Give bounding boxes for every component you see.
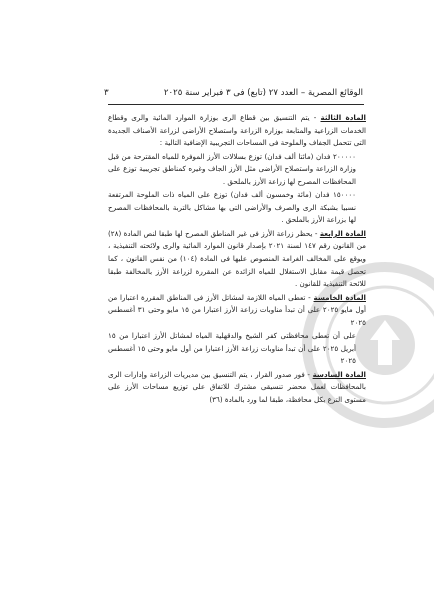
page-header [104, 88, 363, 99]
article-heading: المادة الرابعة [319, 228, 366, 238]
article-heading: المادة الخامسة [313, 292, 366, 302]
list-paragraph [108, 151, 366, 189]
article-paragraph [108, 112, 366, 150]
header-rule [108, 104, 364, 105]
page-number: ٣ [104, 88, 109, 98]
article-paragraph [108, 369, 366, 407]
article-text: - يتم التنسيق بين قطاع الرى بوزارة الموارد المائية والرى وقطاع الخدمات الزراعية والمتابعة بوزارة الزراعة واستصلاح الأراضى لزراعة الأصناف الجديدة التى تتحمل الجفاف والملوحة فى المساحات التجريبية الإضافية التالية : [108, 113, 366, 148]
article-heading: المادة السادسة [312, 369, 366, 379]
article-paragraph [108, 228, 366, 291]
article-text: - تعطى المياه اللازمة لمشاتل الأرز فى المناطق المقررة اعتبارا من أول مايو ٢٠٢٥ على أن تبدأ مناوبات زراعة الأرز اعتبارا من ١٥ مايو وحتى ٣١ أغسطس ٢٠٢٥ [108, 292, 366, 327]
list-paragraph [108, 189, 366, 227]
article-paragraph [108, 292, 366, 330]
article-text: - فور صدور القرار ، يتم التنسيق بين مديريات الزراعة وإدارات الرى بالمحافظات لعمل محضر تنسيقى مشترك للاتفاق على توزيع مساحات الأرز على مستوى الترع بكل محافظة، طبقا لما ورد بالمادة (٣٦) [108, 369, 366, 405]
article-text: - يحظر زراعة الأرز فى غير المناطق المصرح لها طبقا لنص المادة (٢٨) من القانون رقم ١٤٧ لسنة ٢٠٢١ بإصدار قانون الموارد المائية والرى ولائحته التنفيذية ، ويوقع على المخالف الغرامة المنصوص عليها فى المادة (١٠٤) من نفس القانون ، كما تحصل قيمة مقابل الاستغلال للمياه الزائدة عن المقررة لزراعة الأرز بالمخالفة طبقا للائحة التنفيذية للقانون . [108, 228, 366, 289]
list-paragraph [108, 330, 366, 368]
document-body [108, 112, 366, 407]
paragraph-text: على أن تعطى محافظتى كفر الشيخ والدقهلية المياه لمشاتل الأرز اعتبارا من ١٥ أبريل ٢٠٢٥ على أن تبدأ مناوبات زراعة الأرز اعتبارا من أول مايو وحتى ١٥ أغسطس ٢٠٢٥ [108, 331, 356, 366]
article-heading: المادة الثالثة [320, 113, 366, 122]
header-title: الوقائع المصرية – العدد ٢٧ (تابع) فى ٣ فبراير سنة ٢٠٢٥ [163, 88, 363, 98]
paragraph-text: ١٥٠٠٠٠ فدان (مائة وخمسون ألف فدان) توزع على المياه ذات الملوحة المرتفعة نسبيا بشبكة الرى والصرف والأراضى التى بها مشاكل بالتربة بالمحافظات المصرح لها بزراعة الأرز بالملحق . [108, 190, 356, 225]
paragraph-text: ٢٠٠٠٠٠ فدان (مائتا ألف فدان) توزع بسلالات الأرز الموفرة للمياه المقترحة من قبل وزارة الزراعة واستصلاح الأراضى مثل الأرز الجاف وغيره كمناطق تجريبية توزع على المحافظات المصرح لها زراعة الأرز بالملحق . [108, 151, 356, 186]
